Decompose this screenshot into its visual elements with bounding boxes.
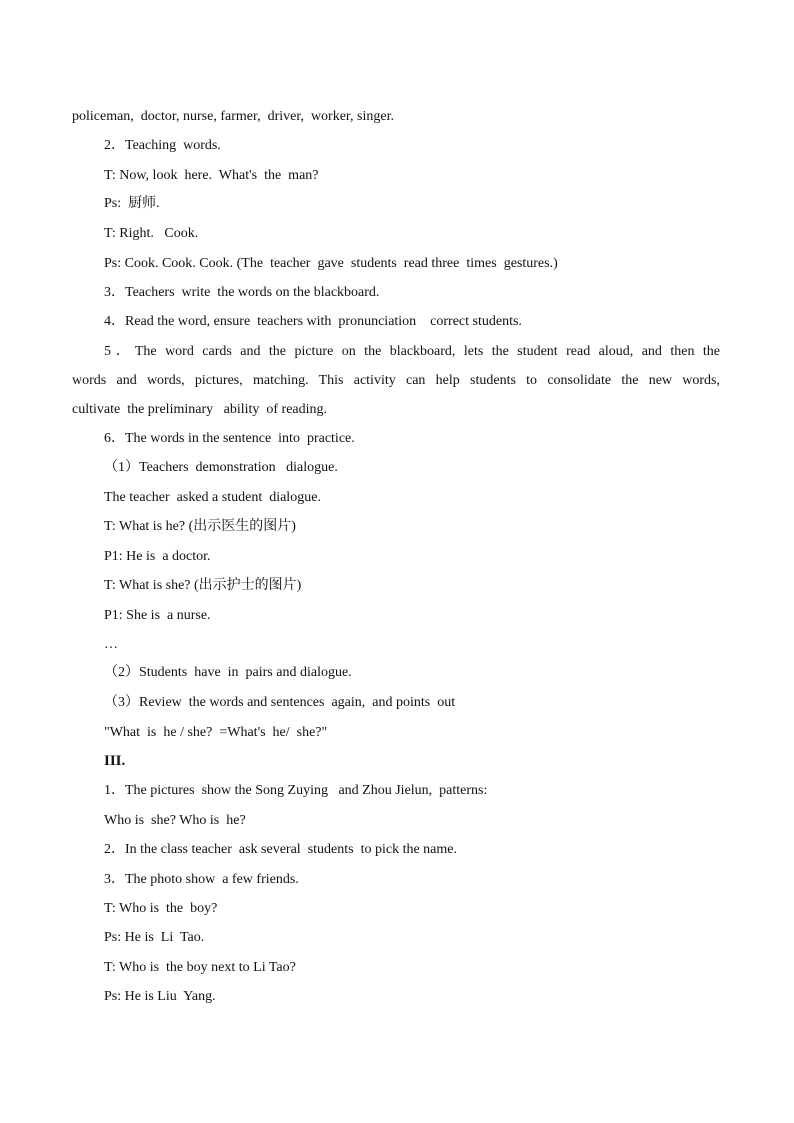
section-heading: III.: [104, 753, 126, 769]
text-line: Ps: He is Li Tao.: [104, 930, 205, 945]
text-line: 3．Teachers write the words on the blackboard.: [104, 285, 380, 300]
text-line: words and words, pictures, matching. This activity can help students to consolidate the new words,: [72, 373, 720, 388]
text-line: T: What is she? (出示护士的图片): [104, 578, 302, 593]
text-line: Ps: Cook. Cook. Cook. (The teacher gave students read three times gestures.): [104, 256, 558, 271]
text-line: 1．The pictures show the Song Zuying and Zhou Jielun, patterns:: [104, 783, 488, 798]
text-line: 6．The words in the sentence into practice.: [104, 431, 355, 446]
text-line: cultivate the preliminary ability of reading.: [72, 402, 328, 417]
text-line: 3．The photo show a few friends.: [104, 872, 299, 887]
text-line: T: Right. Cook.: [104, 226, 199, 241]
text-line: T: Now, look here. What's the man?: [104, 168, 319, 183]
text-line: …: [104, 637, 118, 652]
text-line: P1: She is a nurse.: [104, 608, 211, 623]
text-line: 4．Read the word, ensure teachers with pronunciation correct students.: [104, 314, 522, 329]
text-line: （2）Students have in pairs and dialogue.: [104, 665, 352, 680]
text-line: T: What is he? (出示医生的图片): [104, 519, 296, 534]
text-line: T: Who is the boy next to Li Tao?: [104, 960, 296, 975]
text-line: Who is she? Who is he?: [104, 813, 246, 828]
text-line: The teacher asked a student dialogue.: [104, 490, 321, 505]
text-line: P1: He is a doctor.: [104, 549, 211, 564]
text-line: policeman, doctor, nurse, farmer, driver, worker, singer.: [72, 109, 394, 124]
text-line: （3）Review the words and sentences again, and points out: [104, 695, 456, 710]
text-line: Ps: He is Liu Yang.: [104, 989, 216, 1004]
text-line: 2．Teaching words.: [104, 138, 221, 153]
text-line: T: Who is the boy?: [104, 901, 218, 916]
text-line: "What is he / she? =What's he/ she?": [104, 725, 328, 740]
text-line: Ps: 厨师.: [104, 196, 160, 211]
text-line: 5．The word cards and the picture on the blackboard, lets the student read aloud, and then the: [104, 344, 720, 359]
text-line: 2．In the class teacher ask several students to pick the name.: [104, 842, 457, 857]
text-line: （1）Teachers demonstration dialogue.: [104, 460, 338, 475]
